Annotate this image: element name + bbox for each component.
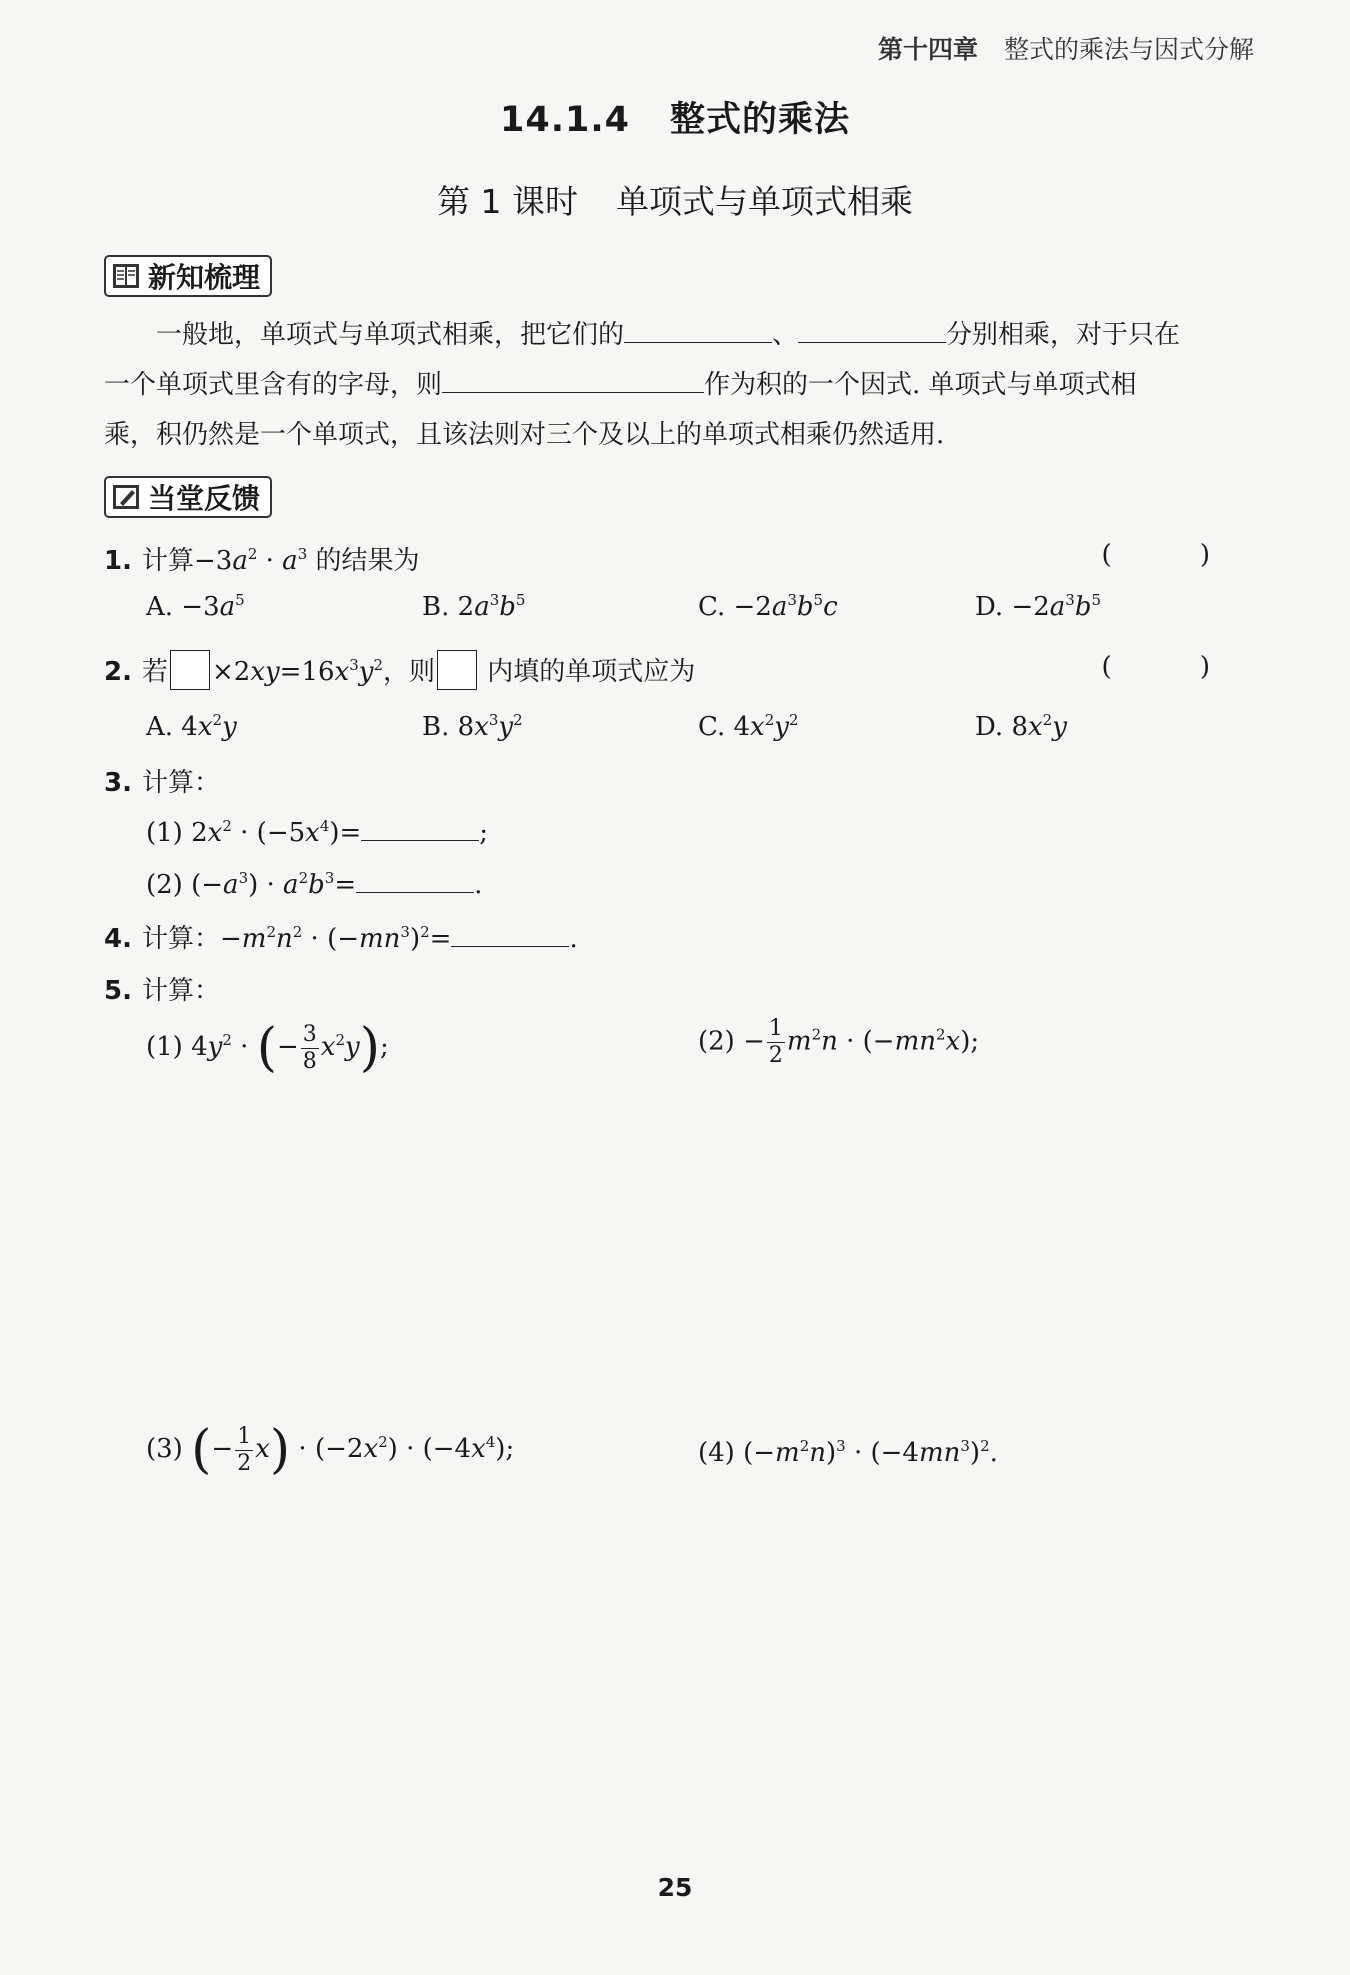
blank[interactable] <box>451 920 569 947</box>
math: $\times 2xy=16x^3y^2$ <box>211 656 384 687</box>
q5-part-3: (3) (− $\frac{1}{2}$ $x) \cdot (-2x^2) \cdot (-4x^4)$; <box>146 1420 515 1480</box>
answer-parenthesis[interactable]: ( ) <box>1101 540 1250 570</box>
answer-parenthesis[interactable]: ( ) <box>1101 652 1250 682</box>
answer-box[interactable] <box>437 650 477 690</box>
question-4-stem: 4. 计算：$-m^2n^2 \cdot (-mn^3)^2=$ . <box>104 918 578 955</box>
q2-option-b[interactable]: B. $8x^3y^2$ <box>422 711 523 742</box>
question-5-stem: 5. 计算： <box>104 976 220 1006</box>
question-2-stem: 2. 若 $\times 2xy=16x^3y^2$，则 内填的单项式应为 <box>104 650 695 690</box>
q2-option-a[interactable]: A. $4x^2y$ <box>146 711 237 742</box>
q5-part-2: (2) − $\frac{1}{2}$ $m^2n \cdot (-mn^2x)$; <box>698 1016 980 1068</box>
knowledge-line-1: 一般地，单项式与单项式相乘，把它们的 、 分别相乘，对于只在 <box>104 310 1254 360</box>
lesson-title <box>0 176 1350 223</box>
blank[interactable] <box>442 366 704 393</box>
blank[interactable] <box>356 866 474 893</box>
section-name: 整式的乘法 <box>670 100 851 140</box>
lesson-name: 单项式与单项式相乘 <box>615 182 913 221</box>
q5-part-4: (4) $(-m^2n)^3 \cdot (-4mn^3)^2$. <box>698 1437 998 1468</box>
blank[interactable] <box>798 316 946 343</box>
q1-option-a[interactable]: A. $-3a^5$ <box>146 591 245 622</box>
q1-option-d[interactable]: D. $-2a^3b^5$ <box>975 591 1102 622</box>
answer-box[interactable] <box>170 650 210 690</box>
question-3-stem: 3. 计算： <box>104 768 220 798</box>
tag-label: 当堂反馈 <box>148 482 261 515</box>
knowledge-line-3: 乘，积仍然是一个单项式，且该法则对三个及以上的单项式相乘仍然适用. <box>104 420 945 450</box>
q1-option-b[interactable]: B. $2a^3b^5$ <box>422 591 526 622</box>
question-1-stem: 1. 计算$-3a^2 \cdot a^3$ 的结果为 <box>104 545 420 576</box>
tag-new-knowledge <box>104 255 272 297</box>
q3-part-1: (1) $2x^2 \cdot (-5x^4)=$ ; <box>146 814 488 848</box>
q5-part-1: (1) $4y^2$ · (− $\frac{3}{8}$ $x^2y$); <box>146 1018 389 1078</box>
q2-option-c[interactable]: C. $4x^2y^2$ <box>698 711 799 742</box>
q2-option-d[interactable]: D. $8x^2y$ <box>975 711 1067 742</box>
knowledge-line-2: 一个单项式里含有的字母，则 作为积的一个因式. 单项式与单项式相 <box>104 360 1254 410</box>
book-icon <box>112 262 140 290</box>
q3-part-2: (2) $(-a^3) \cdot a^2b^3=$ . <box>146 866 482 900</box>
section-number: 14.1.4 <box>499 100 630 140</box>
math: $-3a^2 \cdot a^3$ <box>193 545 308 576</box>
chapter-title: 整式的乘法与因式分解 <box>1003 35 1254 64</box>
blank[interactable] <box>361 814 479 841</box>
knowledge-paragraph <box>104 310 1254 460</box>
section-title <box>0 92 1350 142</box>
pencil-note-icon <box>112 483 140 511</box>
q1-option-c[interactable]: C. $-2a^3b^5c$ <box>698 591 838 622</box>
tag-label: 新知梳理 <box>148 261 261 294</box>
page-number: 25 <box>657 1873 693 1902</box>
chapter-number: 第十四章 <box>877 35 978 64</box>
tag-feedback <box>104 476 272 518</box>
blank[interactable] <box>624 316 772 343</box>
lesson-number: 第 1 课时 <box>437 182 578 221</box>
running-header <box>878 30 1254 66</box>
